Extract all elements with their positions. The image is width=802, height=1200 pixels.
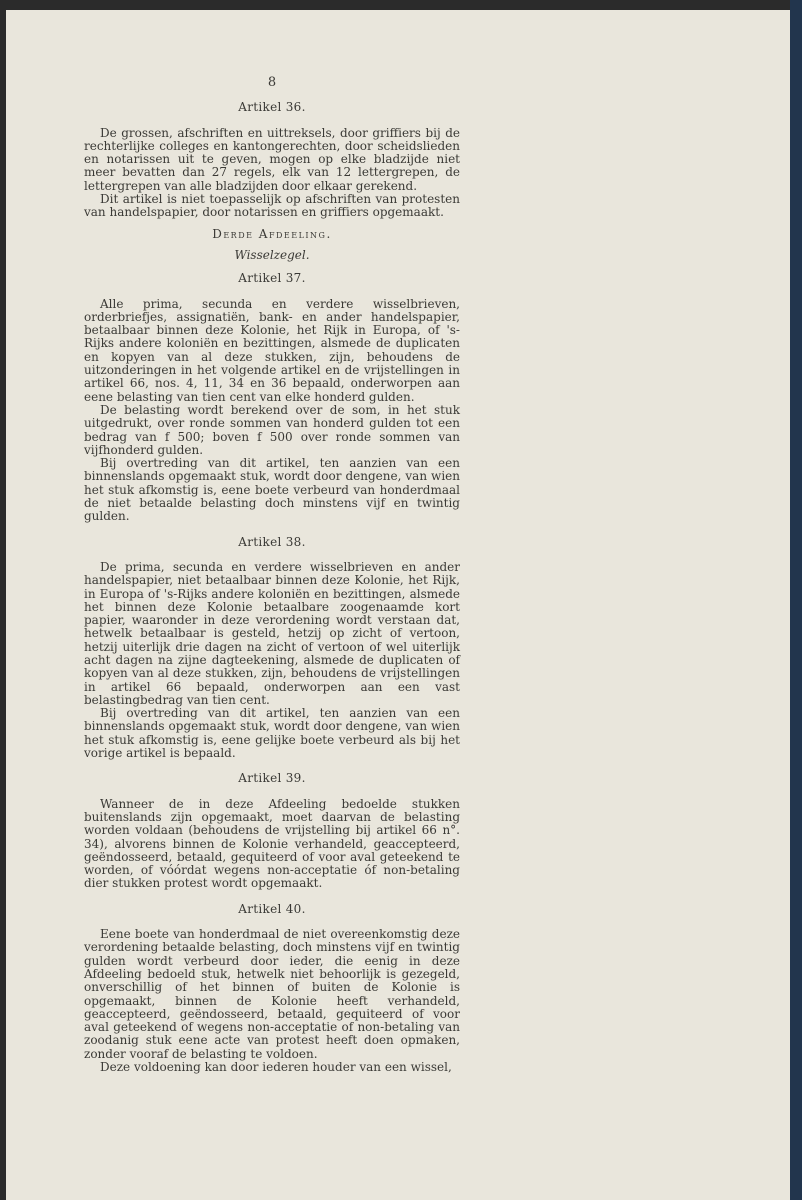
article-40-heading: Artikel 40. — [238, 901, 306, 916]
article-38-heading: Artikel 38. — [238, 534, 306, 549]
article-37-heading: Artikel 37. — [238, 271, 306, 286]
page-number: 8 — [267, 75, 277, 90]
article-38-paragraph-2: Bij overtreding van dit artikel, ten aanzien van een binnenslands opgemaakt stuk, wordt door dengene, van wien het stuk afkomstig is, eene gelijke boete verbeurd als bij het vorige artikel is bepaald. — [84, 706, 460, 761]
article-37-paragraph-3: Bij overtreding van dit artikel, ten aanzien van een binnenslands opgemaakt stuk, wordt door dengene, van wien het stuk afkomstig is, eene boete verbeurd van honderdmaal de niet betaalde belasting doch minstens vijf en twintig gulden. — [84, 456, 460, 524]
text-blocks — [84, 101, 460, 1074]
article-38-paragraph-1: De prima, secunda en verdere wisselbrieven en ander handelspapier, niet betaalbaar binnen deze Kolonie, het Rijk, in Europa of 's-Rijks andere koloniën en bezittingen, alsmede het binnen deze Kolonie betaalbare zoogenaamde kort papier, waaronder in deze verordening wordt verstaan dat, hetwelk betaalbaar is gesteld, hetzij op zicht of vertoon, hetzij uiterlijk drie dagen na zicht of vertoon of wel uiterlijk acht dagen na zijne dagteekening, alsmede de duplicaten of kopyen van al deze stukken, zijn, behoudens de vrijstellingen in artikel 66 bepaald, onderworpen aan een vast belastingbedrag van tien cent. — [84, 559, 460, 707]
article-40-paragraph-1: Eene boete van honderdmaal de niet overeenkomstig deze verordening betaalde belasting, doch minstens vijf en twintig gulden wordt verbeurd door ieder, die eenig in deze Afdeeling bedoeld stuk, hetwelk niet behoorlijk is gezegeld, onverschillig of het binnen of buiten de Kolonie is opgemaakt, binnen de Kolonie heeft verhandeld, geaccepteerd, geëndosseerd, betaald, gequiteerd of voor aval geteekend of wegens non-acceptatie of non-betaling van zoodanig stuk eene acte van protest heeft doen opmaken, zonder vooraf de belasting te voldoen. — [84, 927, 460, 1061]
section-heading: Derde Afdeeling. — [212, 226, 332, 241]
article-36-heading: Artikel 36. — [238, 100, 306, 115]
page-text — [84, 76, 460, 1074]
section-subtitle: Wisselzegel. — [234, 247, 310, 262]
article-37-paragraph-2: De belasting wordt berekend over de som, in het stuk uitgedrukt, over ronde sommen van honderd gulden tot een bedrag van f 500; boven f 500 over ronde sommen van vijfhonderd gulden. — [84, 402, 460, 457]
article-39-paragraph-1: Wanneer de in deze Afdeeling bedoelde stukken buitenslands zijn opgemaakt, moet daarvan de belasting worden voldaan (behoudens de vrijstelling bij artikel 66 n°. 34), alvorens binnen de Kolonie verhandeld, geaccepteerd, geëndosseerd, betaald, gequiteerd of voor aval geteekend te worden, of vóórdat wegens non-acceptatie óf non-betaling dier stukken protest wordt opgemaakt. — [84, 796, 460, 891]
article-37-paragraph-1: Alle prima, secunda en verdere wisselbrieven, orderbriefjes, assignatiën, bank- en ander handelspapier, betaalbaar binnen deze Kolonie, het Rijk in Europa, of 's-Rijks andere koloniën en bezittingen, alsmede de duplicaten en kopyen van al deze stukken, zijn, behoudens de uitzonderingen in het volgende artikel en de vrijstellingen in artikel 66, nos. 4, 11, 34 en 36 bepaald, onderworpen aan eene belasting van tien cent van elke honderd gulden. — [84, 296, 460, 404]
article-36-paragraph-2: Dit artikel is niet toepasselijk op afschriften van protesten van handelspapier, door notarissen en griffiers opgemaakt. — [84, 192, 460, 220]
article-40-paragraph-2: Deze voldoening kan door iederen houder van een wissel, — [100, 1060, 452, 1074]
scan-edge-band — [790, 0, 802, 1200]
article-36-paragraph-1: De grossen, afschriften en uittreksels, door griffiers bij de rechterlijke colleges en kantongerechten, door scheidslieden en notarissen uit te geven, mogen op elke bladzijde niet meer bevatten dan 27 regels, elk van 12 lettergrepen, de lettergrepen van alle bladzijden door elkaar gerekend. — [84, 125, 460, 193]
article-39-heading: Artikel 39. — [238, 771, 306, 786]
